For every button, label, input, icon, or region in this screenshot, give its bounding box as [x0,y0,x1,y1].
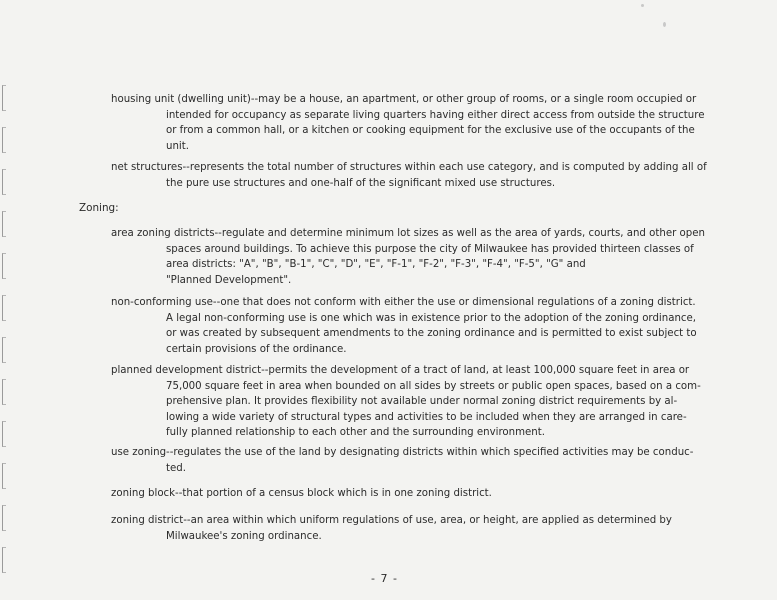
binder-marks [2,85,10,585]
definition-line: Milwaukee's zoning ordinance. [166,530,322,542]
definition-line: A legal non-conforming use is one which was in existence prior to the adoption of the zoning ordinance, [166,312,697,324]
definition-line: zoning district--an area within which uniform regulations of use, area, or height, are applied as determined by [111,515,672,526]
definition-area-zoning-districts [111,226,708,288]
binder-hole [2,295,6,321]
definition-line: or from a common hall, or a kitchen or cooking equipment for the exclusive use of the occupants of the [166,125,695,136]
binder-hole [2,337,6,363]
definition-line: prehensive plan. It provides flexibility not available under normal zoning district requirements by al- [166,396,678,407]
binder-hole [2,127,6,153]
definition-line: net structures--represents the total number of structures within each use category, and is computed by adding all of [111,162,707,173]
binder-hole [2,211,6,237]
binder-hole [2,547,6,573]
definition-line: non-conforming use--one that does not conform with either the use or dimensional regulations of a zoning district. [111,297,696,308]
definition-zoning-district [111,513,708,544]
definition-zoning-block [111,486,708,502]
definition-line: intended for occupancy as separate living quarters having either direct access from outside the structure [166,109,705,121]
definition-line: or was created by subsequent amendments to the zoning ordinance and is permitted to exist subject to [166,328,697,339]
binder-hole [2,421,6,447]
paper-speck [663,22,666,27]
definition-non-conforming-use [111,295,708,357]
definition-line: fully planned relationship to each other and the surrounding environment. [166,427,545,438]
definition-line: the pure use structures and one-half of the significant mixed use structures. [166,177,556,189]
definition-planned-development-district [111,363,708,441]
definition-line: spaces around buildings. To achieve this purpose the city of Milwaukee has provided thirteen classes of [166,243,694,255]
binder-hole [2,463,6,489]
definition-line: unit. [166,140,189,152]
page-number: - 7 - [371,572,398,585]
definition-line: lowing a wide variety of structural types and activities to be included when they are arranged in care- [166,411,687,423]
definition-line: certain provisions of the ordinance. [166,343,347,355]
binder-hole [2,253,6,279]
definition-line: housing unit (dwelling unit)--may be a house, an apartment, or other group of rooms, or a single room occupied or [111,94,697,105]
definition-line: area districts: "A", "B", "B-1", "C", "D", "E", "F-1", "F-2", "F-3", "F-4", "F-5", "G" and [166,259,586,270]
definition-net-structures [111,160,708,191]
definition-use-zoning [111,445,708,476]
binder-hole [2,169,6,195]
definition-line: area zoning districts--regulate and determine minimum lot sizes as well as the area of yards, courts, and other open [111,228,705,239]
definition-line: 75,000 square feet in area when bounded on all sides by streets or public open spaces, based on a com- [166,380,701,392]
definition-line: planned development district--permits the development of a tract of land, at least 100,000 square feet in area or [111,365,690,376]
paper-speck [641,4,644,7]
binder-hole [2,379,6,405]
section-heading-zoning: Zoning: [79,202,119,214]
definition-line: ted. [166,462,186,474]
binder-hole [2,505,6,531]
definition-line: use zoning--regulates the use of the land by designating districts within which specified activities may be conduc- [111,447,694,458]
binder-hole [2,85,6,111]
definition-line: "Planned Development". [166,274,292,286]
definition-line: zoning block--that portion of a census block which is in one zoning district. [111,488,492,499]
definition-housing-unit [111,92,708,154]
